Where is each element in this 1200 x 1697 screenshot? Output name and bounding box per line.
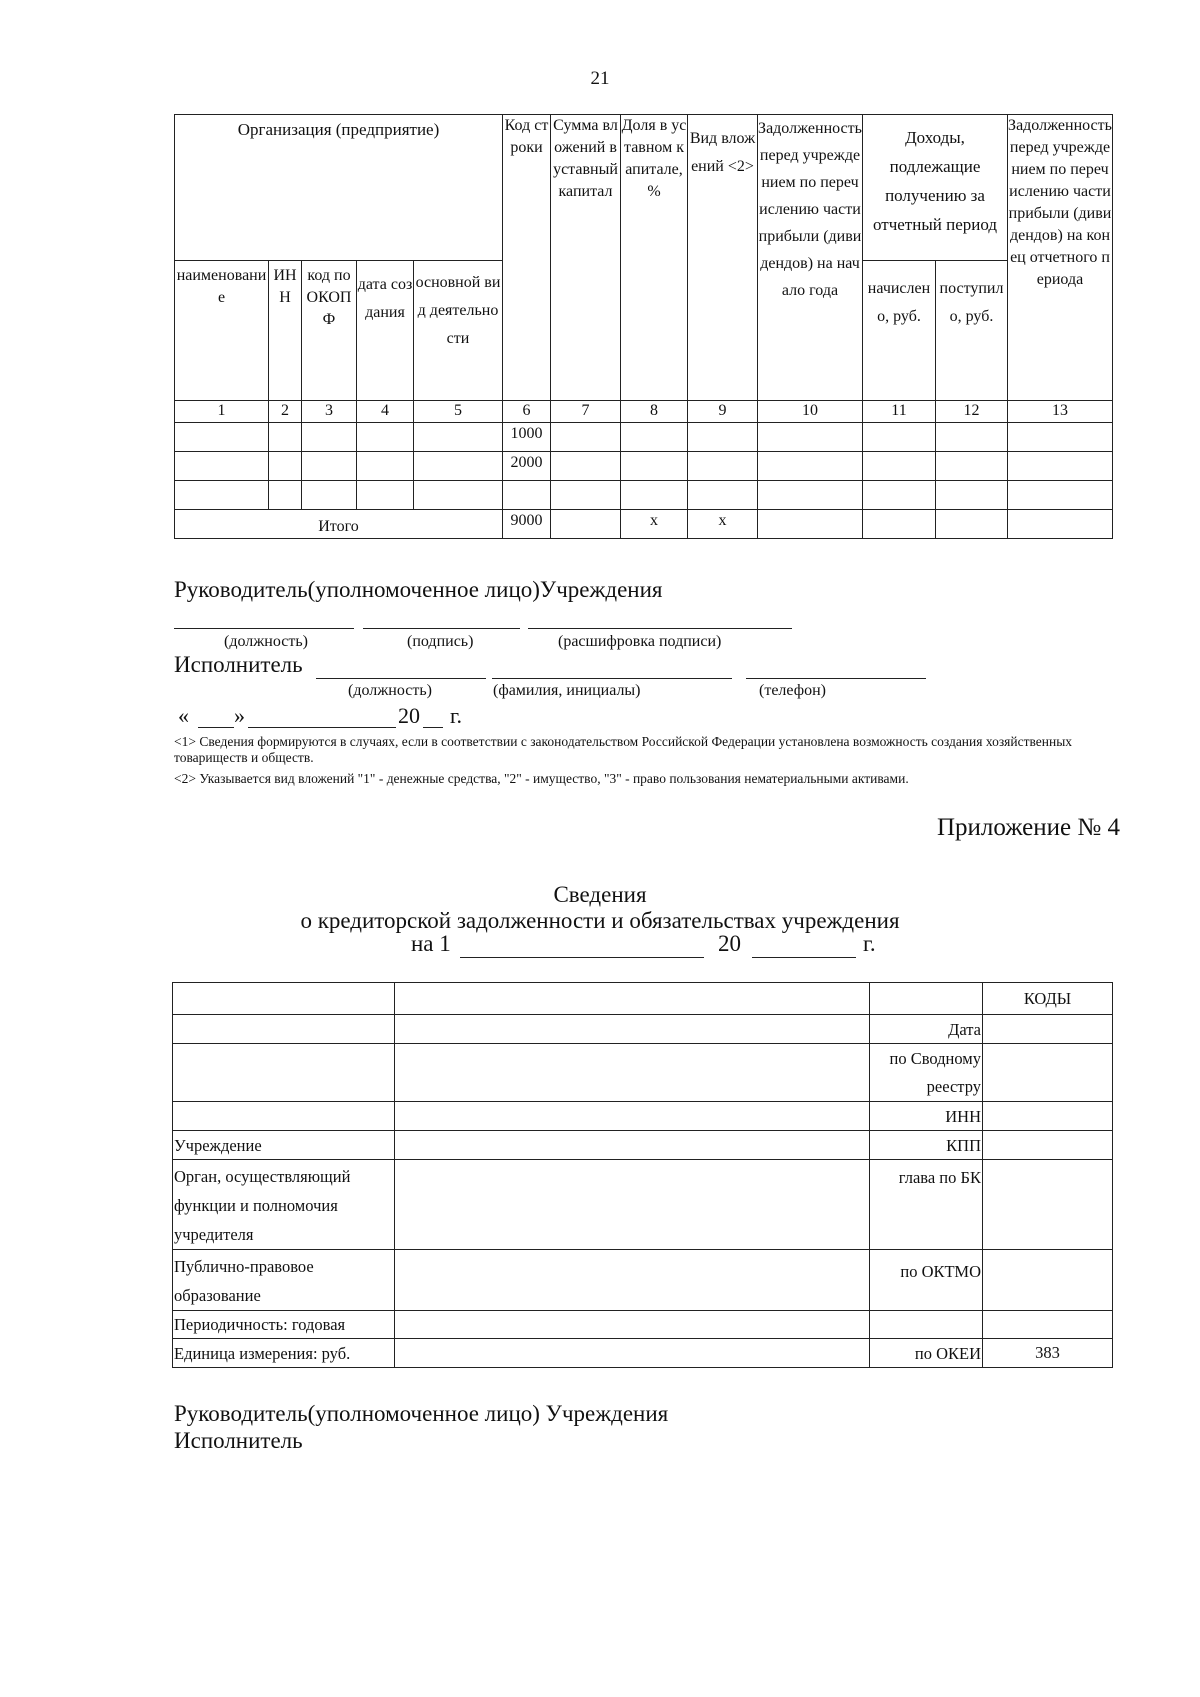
registry-label: по Сводному реестру — [870, 1044, 983, 1102]
unit-label: Единица измерения: руб. — [173, 1339, 395, 1368]
manager-title-2: Руководитель(уполномоченное лицо) Учреждения — [174, 1401, 669, 1426]
row-code — [503, 481, 551, 510]
report-title: Сведения — [553, 882, 647, 907]
col-num: 3 — [302, 401, 357, 423]
col-num: 5 — [414, 401, 503, 423]
bk-label: глава по БК — [870, 1160, 983, 1250]
total-row — [175, 510, 1113, 539]
invest-sum-header: Сумма вложений в уставный капитал — [551, 115, 621, 401]
phone-line — [746, 678, 926, 679]
created-header: дата создания — [357, 261, 414, 401]
org-group-header: Организация (предприятие) — [175, 115, 503, 261]
periodicity-label: Периодичность: годовая — [173, 1311, 395, 1339]
report-year-prefix: 20 — [718, 931, 741, 956]
col-num: 7 — [551, 401, 621, 423]
col-num: 2 — [269, 401, 302, 423]
codes-table — [172, 982, 1113, 1368]
date-year-prefix: 20 — [398, 703, 420, 728]
invest-type-header: Вид вложений <2> — [688, 115, 758, 401]
col-num: 8 — [621, 401, 688, 423]
income-group-header: Доходы, подлежащие получению за отчетный период — [863, 115, 1008, 261]
debt-end-header: Задолженность перед учреждением по перечислению части прибыли (дивидендов) на конец отчетного периода — [1008, 115, 1113, 401]
manager-title: Руководитель(уполномоченное лицо)Учреждения — [174, 577, 663, 602]
footnote-1: <1> Сведения формируются в случаях, если в соответствии с законодательством Российской Федерации установлена возможность создания хозяйственных товариществ и обществ. — [174, 734, 1073, 765]
total-type: х — [688, 510, 758, 539]
row-code: 1000 — [503, 423, 551, 452]
inn-code-cell[interactable] — [983, 1102, 1113, 1131]
inn-header: ИНН — [269, 261, 302, 401]
appendix-label: Приложение № 4 — [936, 814, 1120, 841]
okopf-header: код по ОКОПФ — [302, 261, 357, 401]
date-month-line — [248, 727, 396, 728]
footnote-2: <2> Указывается вид вложений "1" - денежные средства, "2" - имущество, "3" - право пользования нематериальными активами. — [174, 771, 909, 786]
total-label: Итого — [175, 510, 503, 539]
codes-header: КОДЫ — [983, 983, 1113, 1015]
share-header: Доля в уставном капитале, % — [621, 115, 688, 401]
phone-caption: (телефон) — [759, 682, 826, 699]
col-num: 6 — [503, 401, 551, 423]
table-row — [175, 452, 1113, 481]
date-day-line — [198, 727, 234, 728]
inn-label: ИНН — [870, 1102, 983, 1131]
executor-label: Исполнитель — [174, 652, 303, 677]
date-close-quote: » — [234, 703, 245, 728]
report-year-suffix: г. — [863, 931, 876, 956]
founder-value[interactable] — [395, 1160, 870, 1250]
date-year-line — [423, 727, 443, 728]
position-caption: (должность) — [224, 633, 308, 650]
table-row — [175, 481, 1113, 510]
institution-value[interactable] — [395, 1131, 870, 1160]
bk-code-cell[interactable] — [983, 1160, 1113, 1250]
col-num: 13 — [1008, 401, 1113, 423]
total-share: х — [621, 510, 688, 539]
founder-label: Орган, осуществляющий функции и полномочия учредителя — [173, 1160, 395, 1250]
date-year-suffix: г. — [450, 703, 463, 728]
col-num: 12 — [936, 401, 1008, 423]
debt-start-header: Задолженность перед учреждением по перечислению части прибыли (дивидендов) на начало года — [758, 115, 863, 401]
executor-label-2: Исполнитель — [174, 1428, 303, 1453]
activity-header: основной вид деятельности — [414, 261, 503, 401]
kpp-code-cell[interactable] — [983, 1131, 1113, 1160]
col-num: 9 — [688, 401, 758, 423]
signature-caption: (подпись) — [407, 633, 474, 650]
position-line — [174, 628, 354, 629]
decoding-caption: (расшифровка подписи) — [558, 633, 722, 650]
municipality-value[interactable] — [395, 1250, 870, 1311]
okei-code: 383 — [983, 1339, 1113, 1368]
row-code: 2000 — [503, 452, 551, 481]
col-num: 4 — [357, 401, 414, 423]
report-year-line — [752, 957, 856, 958]
oktmo-label: по ОКТМО — [870, 1250, 983, 1311]
date-code-cell[interactable] — [983, 1015, 1113, 1044]
institution-label: Учреждение — [173, 1131, 395, 1160]
name-header: наименование — [175, 261, 269, 401]
exec-name-caption: (фамилия, инициалы) — [493, 682, 641, 699]
registry-code-cell[interactable] — [983, 1044, 1113, 1102]
kpp-label: КПП — [870, 1131, 983, 1160]
total-code: 9000 — [503, 510, 551, 539]
oktmo-code-cell[interactable] — [983, 1250, 1113, 1311]
exec-name-line — [492, 678, 732, 679]
signature-line — [363, 628, 520, 629]
municipality-label: Публично-правовое образование — [173, 1250, 395, 1311]
received-header: поступило, руб. — [936, 261, 1008, 401]
exec-position-caption: (должность) — [348, 682, 432, 699]
accrued-header: начислено, руб. — [863, 261, 936, 401]
exec-position-line — [316, 678, 486, 679]
decoding-line — [528, 628, 792, 629]
label-cell — [870, 983, 983, 1015]
okei-label: по ОКЕИ — [870, 1339, 983, 1368]
report-date-line — [460, 957, 704, 958]
table-row — [175, 423, 1113, 452]
code-line-header: Код строки — [503, 115, 551, 401]
investments-table — [174, 114, 1113, 539]
date-open-quote: « — [178, 703, 189, 728]
page-number: 21 — [590, 68, 610, 89]
col-num: 11 — [863, 401, 936, 423]
report-subtitle: о кредиторской задолженности и обязательствах учреждения — [300, 908, 900, 933]
col-num: 1 — [175, 401, 269, 423]
col-num: 10 — [758, 401, 863, 423]
date-prefix: на 1 — [411, 931, 451, 956]
periodicity-code-cell[interactable] — [983, 1311, 1113, 1339]
date-label: Дата — [870, 1015, 983, 1044]
